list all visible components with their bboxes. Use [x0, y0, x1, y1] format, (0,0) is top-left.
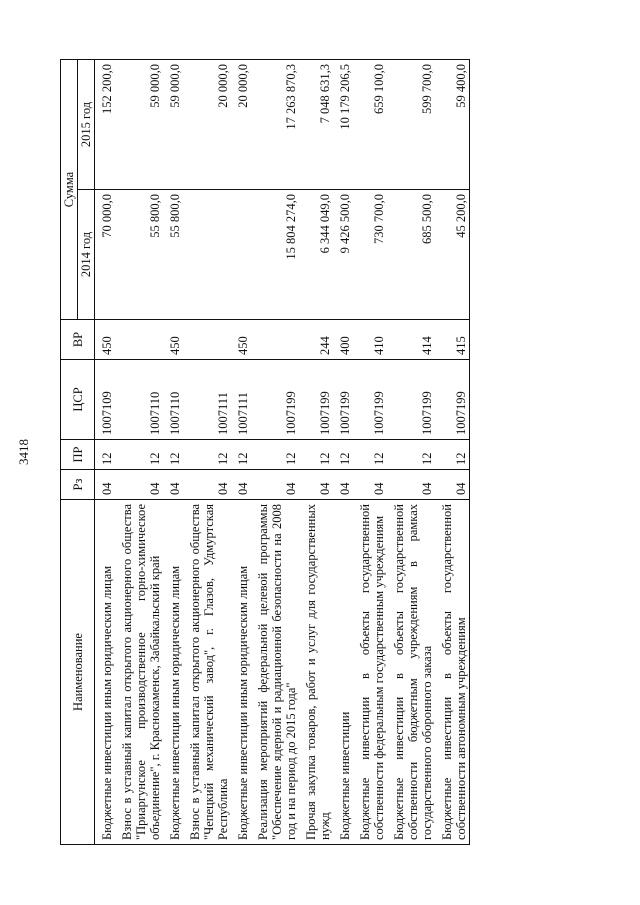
header-sum: Сумма [61, 60, 78, 320]
row-rz: 04 [435, 470, 470, 500]
row-vr: 450 [163, 320, 183, 360]
table-row [435, 60, 470, 845]
row-rz: 04 [333, 470, 353, 500]
row-vr [183, 320, 231, 360]
header-2015: 2015 год [78, 60, 95, 190]
table-row [95, 60, 116, 845]
table-row [353, 60, 387, 845]
row-sum-2015: 59 000,0 [115, 60, 163, 190]
row-sum-2014 [231, 190, 251, 320]
row-sum-2015: 59 000,0 [163, 60, 183, 190]
row-name: Бюджетные инвестиции иным юридическим лицам [95, 500, 116, 845]
header-csr: ЦСР [61, 360, 95, 440]
row-pr: 12 [435, 440, 470, 470]
table-row [333, 60, 353, 845]
row-pr: 12 [353, 440, 387, 470]
row-sum-2014: 6 344 049,0 [299, 190, 333, 320]
row-sum-2015: 659 100,0 [353, 60, 387, 190]
row-sum-2014: 15 804 274,0 [251, 190, 299, 320]
row-pr: 12 [163, 440, 183, 470]
row-vr: 414 [387, 320, 435, 360]
row-name: Бюджетные инвестиции [333, 500, 353, 845]
row-rz: 04 [251, 470, 299, 500]
row-sum-2014: 45 200,0 [435, 190, 470, 320]
row-csr: 1007110 [163, 360, 183, 440]
row-sum-2015: 20 000,0 [231, 60, 251, 190]
row-name: Бюджетные инвестиции в объекты государственной собственности бюджетным учреждениям в рамках государственного оборонного заказа [387, 500, 435, 845]
row-csr: 1007199 [353, 360, 387, 440]
row-vr: 415 [435, 320, 470, 360]
table-row [183, 60, 231, 845]
row-vr [115, 320, 163, 360]
row-pr: 12 [333, 440, 353, 470]
row-sum-2015: 152 200,0 [95, 60, 116, 190]
row-pr: 12 [251, 440, 299, 470]
row-pr: 12 [231, 440, 251, 470]
row-name: Реализация мероприятий федеральной целевой программы "Обеспечение ядерной и радиационной безопасности на 2008 год и на период до 2015 года" [251, 500, 299, 845]
row-name: Взнос в уставный капитал открытого акционерного общества "Приаргунское производственное горно-химическое объединение", г. Краснокаменск, Забайкальский край [115, 500, 163, 845]
row-sum-2015: 10 179 206,5 [333, 60, 353, 190]
row-sum-2014 [183, 190, 231, 320]
row-pr: 12 [299, 440, 333, 470]
table-row [163, 60, 183, 845]
table-row [299, 60, 333, 845]
row-name: Взнос в уставный капитал открытого акционерного общества "Чепецкий механический завод", г. Глазов, Удмуртская Республика [183, 500, 231, 845]
header-pr: ПР [61, 440, 95, 470]
row-pr: 12 [95, 440, 116, 470]
table-row [115, 60, 163, 845]
header-rz: Рз [61, 470, 95, 500]
row-pr: 12 [183, 440, 231, 470]
row-rz: 04 [231, 470, 251, 500]
row-rz: 04 [183, 470, 231, 500]
row-name: Бюджетные инвестиции иным юридическим лицам [231, 500, 251, 845]
row-vr: 410 [353, 320, 387, 360]
header-2014: 2014 год [78, 190, 95, 320]
row-vr: 400 [333, 320, 353, 360]
row-sum-2015: 7 048 631,3 [299, 60, 333, 190]
header-name: Наименование [61, 500, 95, 845]
row-vr: 450 [231, 320, 251, 360]
table-body [95, 60, 470, 845]
row-sum-2015: 17 263 870,3 [251, 60, 299, 190]
row-vr: 244 [299, 320, 333, 360]
row-rz: 04 [115, 470, 163, 500]
table-row [231, 60, 251, 845]
row-csr: 1007199 [299, 360, 333, 440]
row-sum-2014: 55 800,0 [115, 190, 163, 320]
budget-table [60, 59, 470, 845]
row-name: Прочая закупка товаров, работ и услуг для государственных нужд [299, 500, 333, 845]
table-row [387, 60, 435, 845]
row-name: Бюджетные инвестиции в объекты государственной собственности федеральным государственным учреждениям [353, 500, 387, 845]
header-vr: ВР [61, 320, 95, 360]
row-sum-2014: 55 800,0 [163, 190, 183, 320]
row-pr: 12 [387, 440, 435, 470]
row-sum-2015: 20 000,0 [183, 60, 231, 190]
row-csr: 1007111 [183, 360, 231, 440]
row-name: Бюджетные инвестиции в объекты государственной собственности автономным учреждениям [435, 500, 470, 845]
table-row [251, 60, 299, 845]
row-sum-2014: 730 700,0 [353, 190, 387, 320]
row-rz: 04 [163, 470, 183, 500]
row-rz: 04 [299, 470, 333, 500]
row-csr: 1007199 [387, 360, 435, 440]
page-number: 3418 [16, 439, 31, 465]
row-rz: 04 [387, 470, 435, 500]
row-sum-2014: 685 500,0 [387, 190, 435, 320]
rotated-table-container [60, 60, 620, 845]
row-sum-2015: 59 400,0 [435, 60, 470, 190]
row-rz: 04 [353, 470, 387, 500]
row-csr: 1007199 [435, 360, 470, 440]
row-sum-2014: 9 426 500,0 [333, 190, 353, 320]
row-sum-2014: 70 000,0 [95, 190, 116, 320]
row-name: Бюджетные инвестиции иным юридическим лицам [163, 500, 183, 845]
row-pr: 12 [115, 440, 163, 470]
row-vr: 450 [95, 320, 116, 360]
row-csr: 1007109 [95, 360, 116, 440]
row-csr: 1007199 [251, 360, 299, 440]
row-csr: 1007110 [115, 360, 163, 440]
row-csr: 1007111 [231, 360, 251, 440]
row-rz: 04 [95, 470, 116, 500]
row-csr: 1007199 [333, 360, 353, 440]
row-sum-2015: 599 700,0 [387, 60, 435, 190]
row-vr [251, 320, 299, 360]
